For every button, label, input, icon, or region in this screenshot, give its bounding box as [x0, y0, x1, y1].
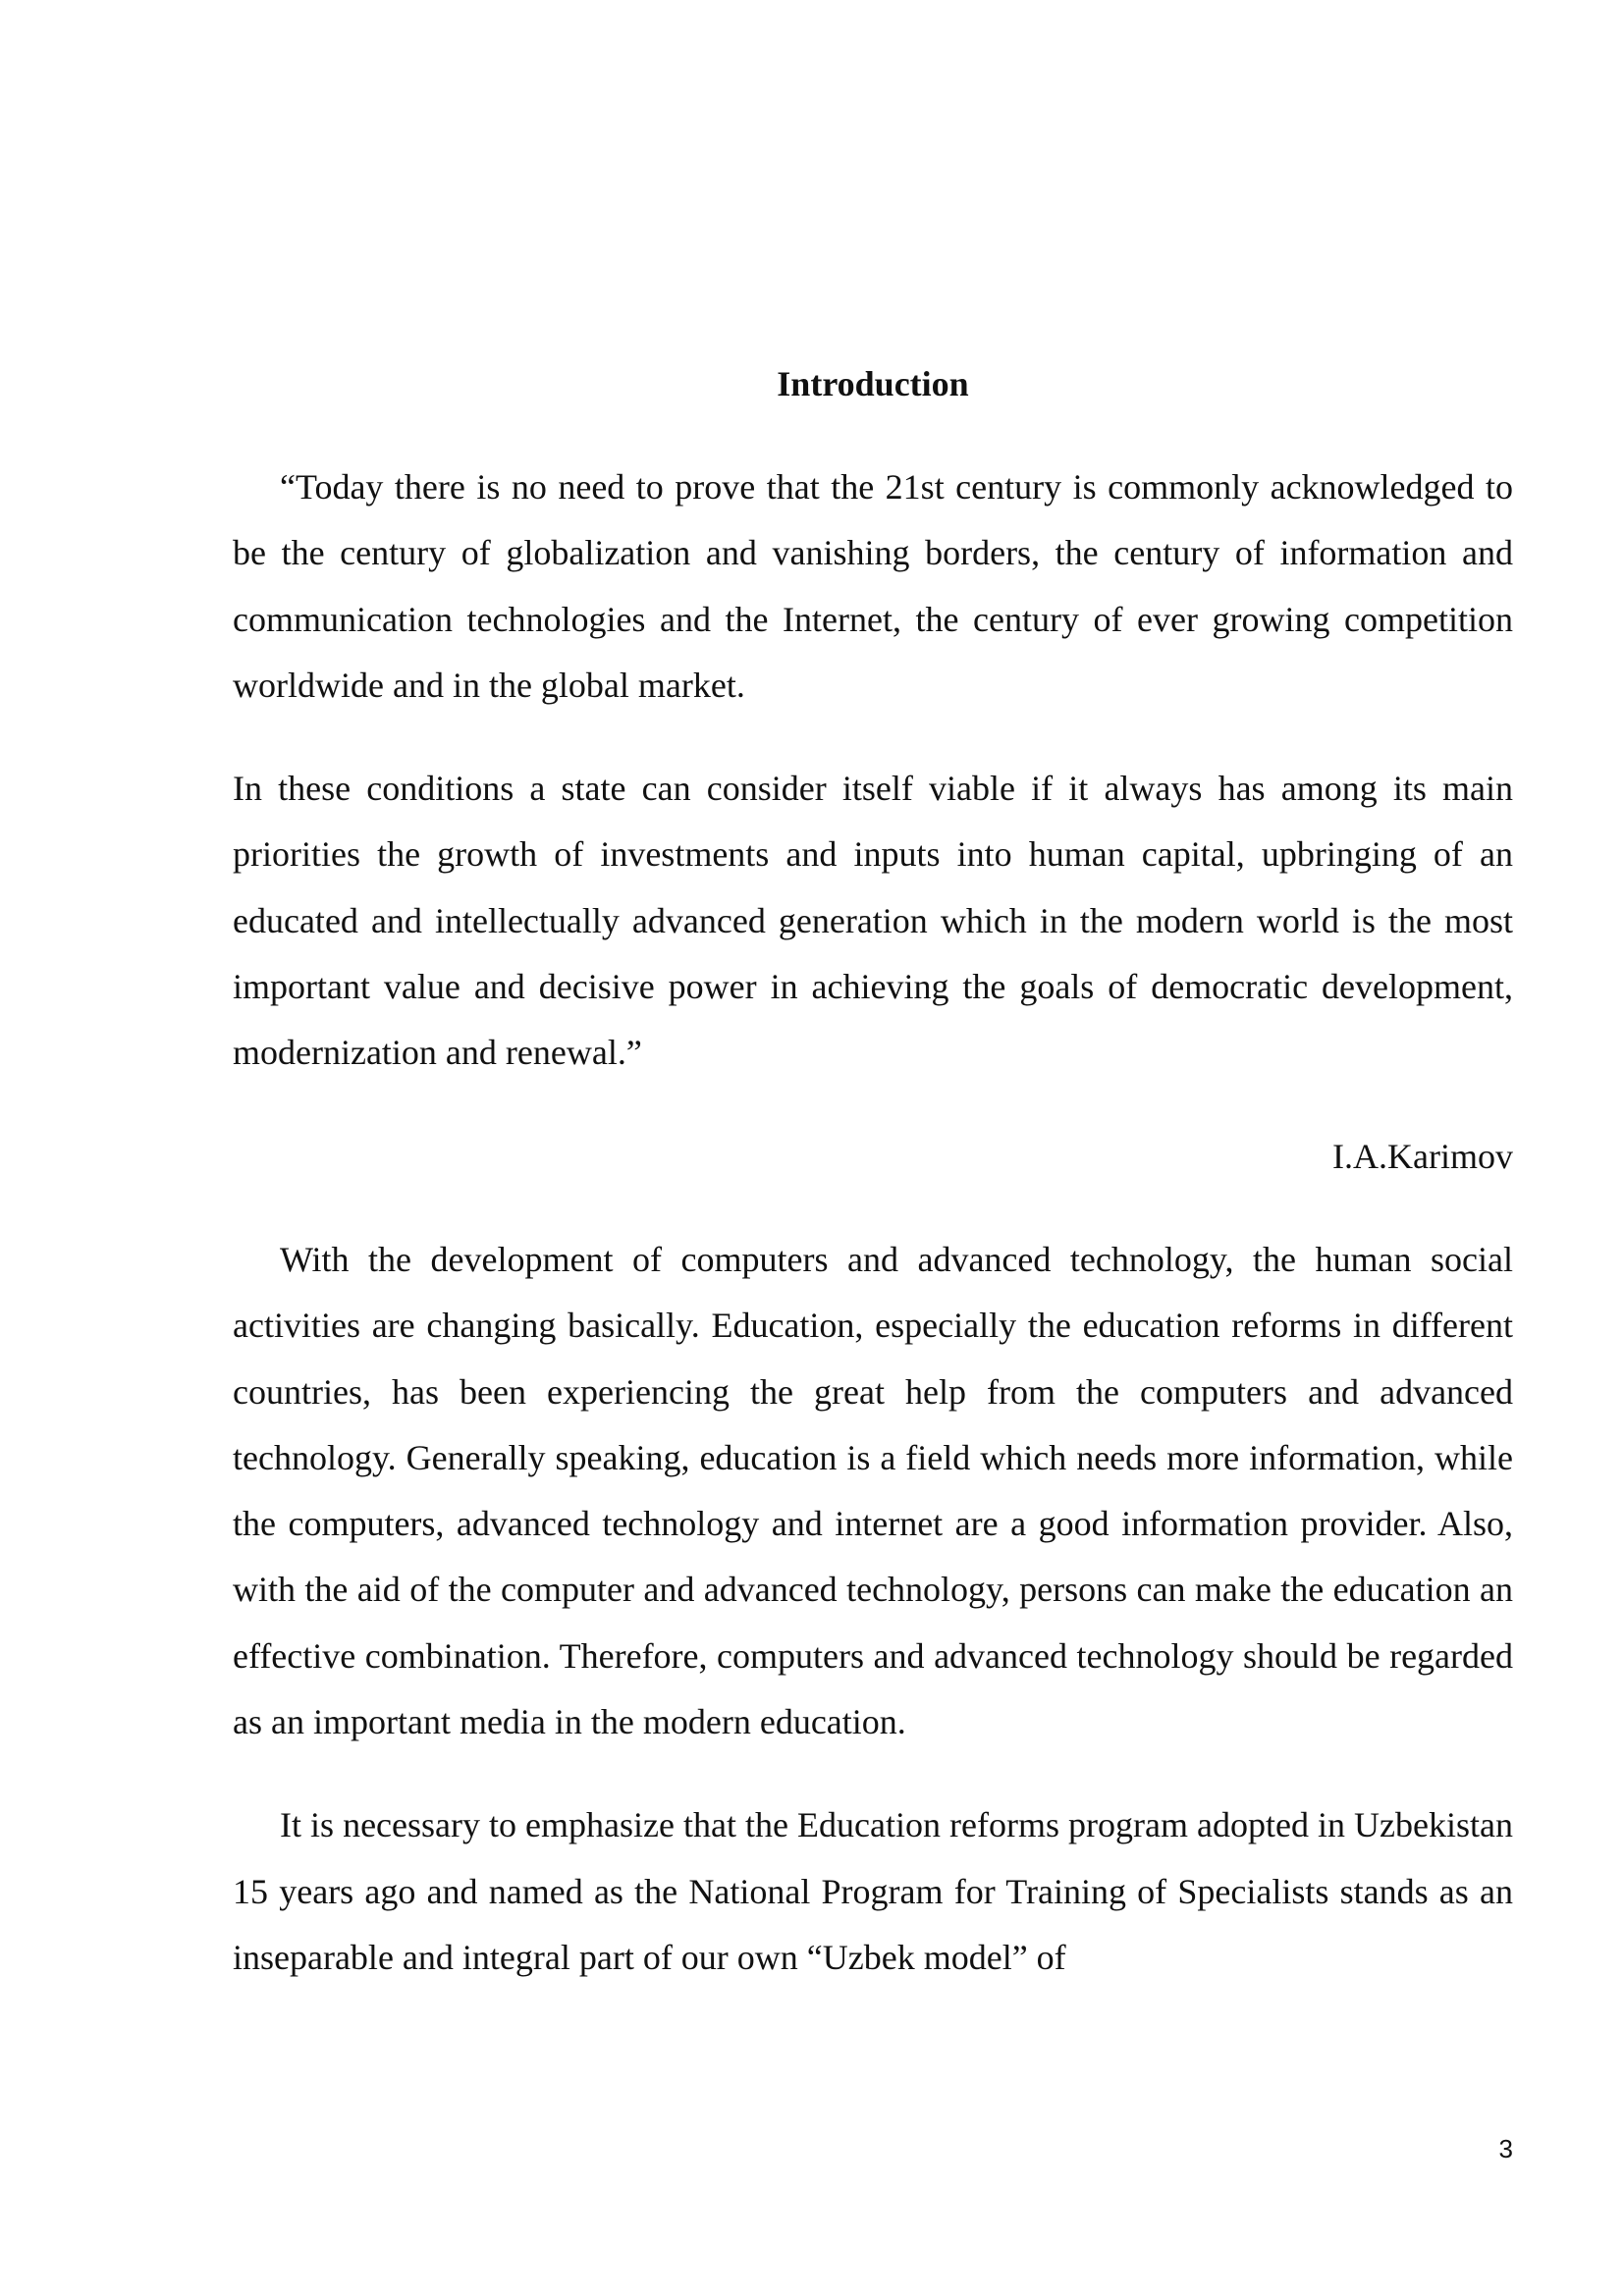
body-paragraph-2: It is necessary to emphasize that the Education reforms program adopted in Uzbekistan 15 years ago and named as the National Program for Training of Specialists stands as an inseparable and integral part of our own “Uzbek model” of: [233, 1805, 1513, 1977]
quote-paragraph-1: “Today there is no need to prove that the 21st century is commonly acknowledged to be the century of globalization and vanishing borders, the century of information and communication technologies and the Internet, the century of ever growing competition worldwide and in the global market.: [233, 467, 1513, 705]
section-heading: Introduction: [777, 364, 969, 403]
page-number: 3: [1498, 2134, 1513, 2163]
quote-paragraph-2: In these conditions a state can consider itself viable if it always has among its main priorities the growth of investments and inputs into human capital, upbringing of an educated and intellectually advanced generation which in the modern world is the most important value and decisive power in achieving the goals of democratic development, modernization and renewal.”: [233, 769, 1513, 1073]
page-content: [233, 359, 1513, 1991]
body-paragraph-1: With the development of computers and advanced technology, the human social activities are changing basically. Education, especially the education reforms in different countries, has been experiencing the great help from the computers and advanced technology. Generally speaking, education is a field which needs more information, while the computers, advanced technology and internet are a good information provider. Also, with the aid of the computer and advanced technology, persons can make the education an effective combination. Therefore, computers and advanced technology should be regarded as an important media in the modern education.: [233, 1239, 1513, 1742]
quote-attribution: I.A.Karimov: [1332, 1136, 1513, 1176]
